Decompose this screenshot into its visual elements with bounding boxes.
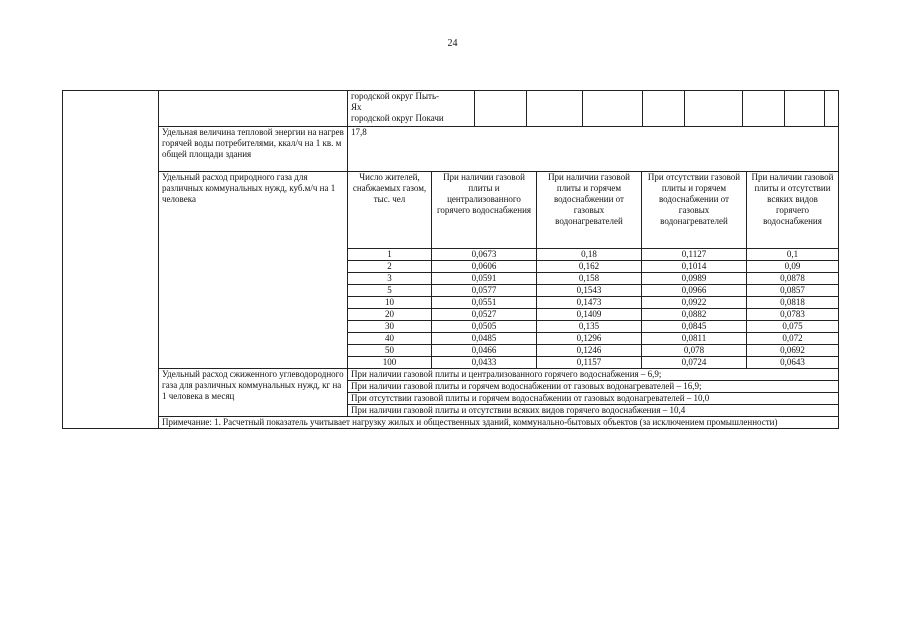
lpg-line: При наличии газовой плиты и централизованного горячего водоснабжения – 6,9; (348, 369, 838, 381)
gas-label: Удельный расход природного газа для различных коммунальных нужд, куб.м/ч на 1 человека (159, 172, 348, 369)
gas-cell: 1 (348, 249, 432, 261)
gas-cell: 2 (348, 261, 432, 273)
note-row (63, 417, 839, 429)
gas-cell: 0,0433 (432, 357, 537, 369)
gas-cell: 0,1543 (537, 285, 642, 297)
empty-cell (474, 91, 526, 126)
gas-cell: 10 (348, 297, 432, 309)
gas-cell: 0,0551 (432, 297, 537, 309)
gas-cell: 40 (348, 333, 432, 345)
heat-value: 17,8 (348, 127, 839, 172)
gas-cell: 20 (348, 309, 432, 321)
gas-cell: 0,078 (642, 345, 747, 357)
gas-cell: 0,09 (747, 261, 839, 273)
gas-header-cell: При наличии газовой плиты и отсутствии всяких видов горячего водоснабжения (747, 172, 839, 249)
gas-header-row (63, 172, 839, 249)
gas-cell: 0,1296 (537, 333, 642, 345)
locality-name-line: городской округ Покачи (351, 113, 444, 123)
heat-row (63, 127, 839, 172)
lpg-label: Удельный расход сжиженного углеводородного газа для различных коммунальных нужд, кг на 1 человека в месяц (159, 369, 348, 417)
gas-cell: 0,0922 (642, 297, 747, 309)
lpg-line: При наличии газовой плиты и отсутствии всяких видов горячего водоснабжения – 10,4 (351, 405, 686, 415)
empty-cell (742, 91, 784, 126)
gas-cell: 0,1 (747, 249, 839, 261)
gas-cell: 0,0811 (642, 333, 747, 345)
gas-cell: 0,0485 (432, 333, 537, 345)
gas-cell: 0,1014 (642, 261, 747, 273)
gas-cell: 0,0606 (432, 261, 537, 273)
lpg-line: При отсутствии газовой плиты и горячем водоснабжении от газовых водонагревателей – 10,0 (348, 393, 838, 405)
empty-cell (684, 91, 742, 126)
lpg-row (63, 369, 839, 417)
gas-cell: 0,0466 (432, 345, 537, 357)
gas-header-cell: Число жителей, снабжаемых газом, тыс. чел (348, 172, 432, 249)
gas-cell: 0,0989 (642, 273, 747, 285)
lpg-line: При наличии газовой плиты и горячем водоснабжении от газовых водонагревателей – 16,9; (348, 381, 838, 393)
gas-cell: 30 (348, 321, 432, 333)
locality-name-line: городской округ Пыть- (351, 91, 440, 101)
gas-cell: 5 (348, 285, 432, 297)
gas-cell: 0,1473 (537, 297, 642, 309)
gas-cell: 0,1127 (642, 249, 747, 261)
gas-cell: 0,0724 (642, 357, 747, 369)
gas-cell: 50 (348, 345, 432, 357)
gas-cell: 0,0505 (432, 321, 537, 333)
gas-cell: 0,158 (537, 273, 642, 285)
gas-cell: 0,0783 (747, 309, 839, 321)
page-number: 24 (447, 38, 458, 49)
gas-cell: 0,135 (537, 321, 642, 333)
first-column-cell (63, 91, 159, 429)
gas-cell: 0,0577 (432, 285, 537, 297)
empty-cell (824, 91, 862, 126)
norms-table (62, 90, 839, 429)
gas-header-cell: При наличии газовой плиты и горячем водоснабжении от газовых водонагревателей (537, 172, 642, 249)
gas-cell: 0,0673 (432, 249, 537, 261)
gas-cell: 0,0527 (432, 309, 537, 321)
gas-cell: 0,18 (537, 249, 642, 261)
gas-header-cell: При отсутствии газовой плиты и горячем водоснабжении от газовых водонагревателей (642, 172, 747, 249)
locality-label-cell (159, 91, 348, 127)
gas-cell: 0,075 (747, 321, 839, 333)
gas-cell: 0,0591 (432, 273, 537, 285)
gas-cell: 0,0643 (747, 357, 839, 369)
gas-cell: 0,0882 (642, 309, 747, 321)
empty-cell (784, 91, 824, 126)
locality-cells (348, 91, 839, 127)
gas-cell: 0,0692 (747, 345, 839, 357)
gas-cell: 0,0878 (747, 273, 839, 285)
gas-cell: 0,1246 (537, 345, 642, 357)
gas-cell: 0,0818 (747, 297, 839, 309)
gas-cell: 0,1409 (537, 309, 642, 321)
gas-cell: 0,0857 (747, 285, 839, 297)
gas-cell: 0,0966 (642, 285, 747, 297)
empty-cell (642, 91, 684, 126)
note-text: Примечание: 1. Расчетный показатель учитывает нагрузку жилых и общественных зданий, коммунально-бытовых объектов (за исключением промышленности) (159, 417, 839, 429)
gas-cell: 3 (348, 273, 432, 285)
lpg-values (348, 369, 839, 417)
locality-row (63, 91, 839, 127)
gas-cell: 0,0845 (642, 321, 747, 333)
gas-cell: 0,1157 (537, 357, 642, 369)
heat-label: Удельная величина тепловой энергии на нагрев горячей воды потребителями, ккал/ч на 1 кв. м общей площади здания (159, 127, 348, 172)
gas-header-cell: При наличии газовой плиты и централизованного горячего водоснабжения (432, 172, 537, 249)
gas-cell: 0,162 (537, 261, 642, 273)
gas-cell: 100 (348, 357, 432, 369)
locality-name-line: Ях (351, 102, 362, 112)
empty-cell (582, 91, 642, 126)
empty-cell (526, 91, 582, 126)
gas-cell: 0,072 (747, 333, 839, 345)
